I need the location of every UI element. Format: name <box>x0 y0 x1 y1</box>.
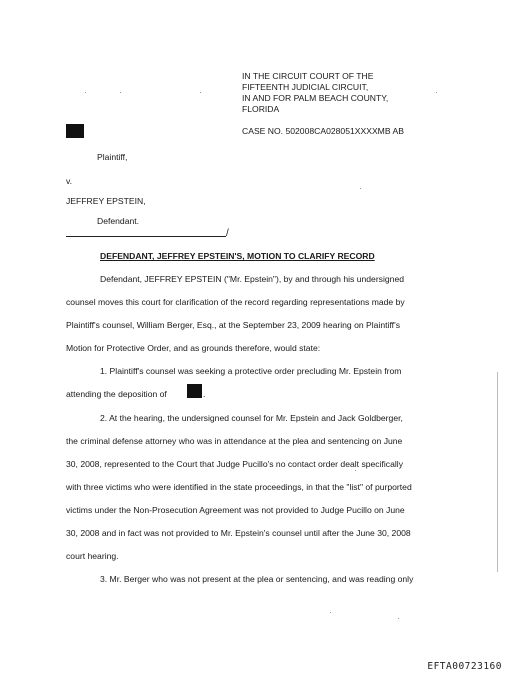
plaintiff-label: Plaintiff, <box>97 152 128 162</box>
intro-line-1: Defendant, JEFFREY EPSTEIN ("Mr. Epstein"), by and through his undersigned <box>100 274 405 284</box>
scan-speck <box>360 188 361 189</box>
para2-line-3: 30, 2008, represented to the Court that Judge Pucillo's no contact order dealt specifically <box>66 459 403 469</box>
scan-speck <box>398 618 399 619</box>
intro-line-2: counsel moves this court for clarification of the record regarding representations made by <box>66 297 405 307</box>
para2-line-7: court hearing. <box>66 551 119 561</box>
para2-line-4: with three victims who were identified in the state proceedings, in that the "list" of purported <box>66 482 412 492</box>
redacted-deponent-name <box>187 384 202 398</box>
court-heading-line-3: IN AND FOR PALM BEACH COUNTY, <box>242 93 389 103</box>
para2-line-1: 2. At the hearing, the undersigned counsel for Mr. Epstein and Jack Goldberger, <box>100 413 403 423</box>
para2-line-5: victims under the Non-Prosecution Agreement was not provided to Judge Pucillo on June <box>66 505 405 515</box>
scan-speck <box>200 92 201 93</box>
bates-number: EFTA00723160 <box>427 661 502 672</box>
scan-speck <box>355 470 356 471</box>
caption-rule <box>66 236 226 237</box>
para1-line-2: attending the deposition of <box>66 389 167 399</box>
para1-end-period: . <box>203 389 206 399</box>
case-number: CASE NO. 502008CA028051XXXXMB AB <box>242 126 404 136</box>
intro-line-4: Motion for Protective Order, and as grounds therefore, would state: <box>66 343 321 353</box>
scan-speck <box>85 92 86 93</box>
scan-speck <box>436 92 437 93</box>
court-heading-line-2: FIFTEENTH JUDICIAL CIRCUIT, <box>242 82 369 92</box>
para2-line-2: the criminal defense attorney who was in attendance at the plea and sentencing on June <box>66 436 403 446</box>
court-heading-line-4: FLORIDA <box>242 104 280 114</box>
versus-label: v. <box>66 176 73 186</box>
para2-line-6: 30, 2008 and in fact was not provided to Mr. Epstein's counsel until after the June 30, 2008 <box>66 528 411 538</box>
court-heading-line-1: IN THE CIRCUIT COURT OF THE <box>242 71 374 81</box>
scan-speck <box>120 92 121 93</box>
scan-speck <box>330 612 331 613</box>
defendant-name: JEFFREY EPSTEIN, <box>66 196 146 206</box>
para1-line-1: 1. Plaintiff's counsel was seeking a protective order precluding Mr. Epstein from <box>100 366 402 376</box>
redacted-plaintiff-name <box>66 124 84 138</box>
intro-line-3: Plaintiff's counsel, William Berger, Esq., at the September 23, 2009 hearing on Plaintiff's <box>66 320 401 330</box>
document-title: DEFENDANT, JEFFREY EPSTEIN'S, MOTION TO CLARIFY RECORD <box>100 251 375 261</box>
defendant-label: Defendant. <box>97 216 140 226</box>
scan-edge-line <box>497 372 498 572</box>
para3-line-1: 3. Mr. Berger who was not present at the plea or sentencing, and was reading only <box>100 574 414 584</box>
caption-rule-end-mark: / <box>226 228 229 239</box>
